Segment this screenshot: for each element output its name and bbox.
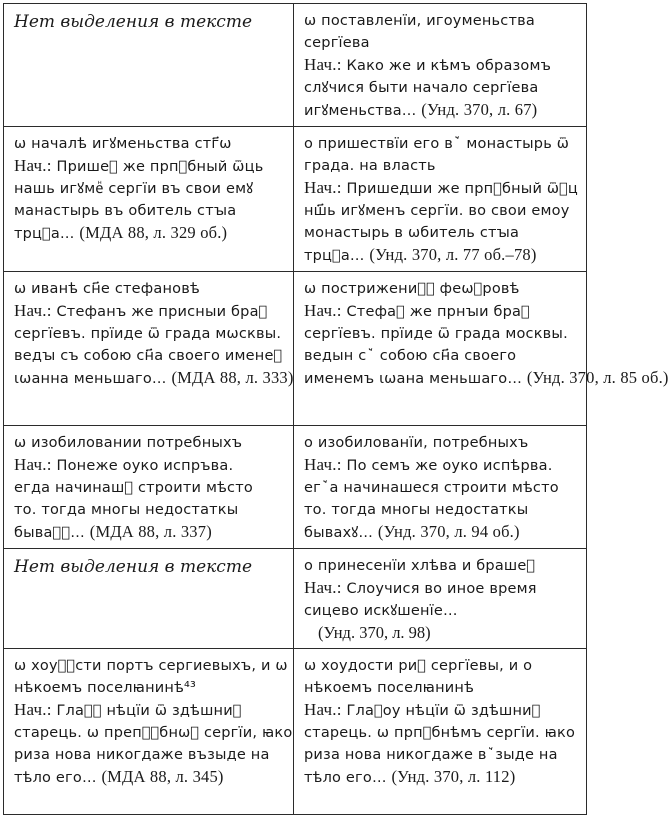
incipit-line (304, 54, 578, 77)
right-column-cell (294, 649, 587, 815)
incipit-line (14, 323, 285, 345)
incipit-text: Слоучися во иное время (346, 581, 537, 597)
incipit-line (14, 766, 285, 789)
incipit-label: Нач.: (304, 455, 342, 474)
comparison-table (3, 3, 669, 815)
incipit-line (304, 345, 578, 367)
section-heading: о изобилованїи, потребныхъ (304, 435, 529, 451)
incipit-label: Нач.: (14, 455, 52, 474)
manuscript-reference: (Унд. 370, л. 77 об.–78) (369, 245, 537, 264)
incipit-line (14, 722, 293, 744)
incipit-label: Нач.: (304, 55, 342, 74)
incipit-line (304, 499, 578, 521)
manuscript-reference: (Унд. 370, л. 94 об.) (377, 522, 520, 541)
right-column-cell (294, 127, 587, 272)
section-heading: ѡ изобиловании потребныхъ (14, 435, 243, 451)
incipit-line (304, 177, 578, 200)
incipit-line (304, 77, 578, 99)
section-heading: ѡ пострижениⷪⷣ феѡⷣровѣ (304, 281, 520, 297)
incipit-line (304, 222, 578, 244)
incipit-label: Нач.: (304, 301, 342, 320)
incipit-text: нашь игꙋмеⷩ сергїи въ свои емꙋ (14, 181, 254, 197)
table-row (4, 272, 587, 426)
incipit-line (14, 699, 285, 722)
incipit-text: сергїевъ. прїиде ѿ града мѡсквы. (14, 326, 282, 342)
manuscript-reference: (Унд. 370, л. 85 об.) (526, 368, 669, 387)
section-heading: града. на власть (304, 158, 436, 174)
no-highlight-note: Нет выделения в тексте (14, 12, 253, 32)
incipit-line (14, 521, 285, 544)
incipit-line (304, 577, 578, 600)
incipit-text: трцⷪа… (14, 226, 75, 242)
incipit-label: Нач.: (14, 700, 52, 719)
right-column-cell (294, 426, 587, 549)
manuscript-reference: (МДА 88, л. 337) (89, 522, 212, 541)
left-column-cell (4, 649, 294, 815)
manuscript-reference: (МДА 88, л. 345) (101, 767, 224, 786)
incipit-text: риза нова никогдаже възыде на (14, 747, 270, 763)
incipit-line (304, 699, 578, 722)
right-column-cell (294, 4, 587, 127)
incipit-text: Како же и кѣмъ образомъ (346, 58, 552, 74)
table-body (4, 4, 669, 815)
incipit-label: Нач.: (14, 156, 52, 175)
incipit-text: манастырь въ обитель стꙑа (14, 203, 237, 219)
manuscript-reference: (Унд. 370, л. 112) (391, 767, 516, 786)
left-column-cell (4, 549, 294, 649)
section-heading: ѡ хоуⷣⷪсти портъ сергиевыхъ, и ѡ (14, 658, 288, 674)
section-heading: нѣкоемъ поселꙗнинѣ⁴³ (14, 680, 197, 696)
incipit-text: бывахꙋ… (304, 525, 374, 541)
incipit-text: бываⷯꙋ… (14, 525, 85, 541)
incipit-text: егда начинашⷷ строити мѣсто (14, 480, 253, 496)
incipit-text: ιωанна меньшаго… (14, 371, 167, 387)
incipit-text: нш҃ь игꙋменъ сергїи. во свои емоу (304, 203, 570, 219)
incipit-line (304, 99, 578, 122)
right-column-cell (294, 549, 587, 649)
incipit-text: Пришеⷣ же прпⷣбный ѿць (56, 159, 264, 175)
incipit-text: ведын сꙿ собою сн҃а своего (304, 348, 517, 364)
table-row (4, 4, 587, 127)
incipit-line (14, 222, 285, 245)
incipit-line (14, 300, 285, 323)
incipit-text: именемъ ιωана меньшаго… (304, 371, 523, 387)
incipit-text: трцⷪа… (304, 248, 365, 264)
section-heading: ѡ хоудости риⷥ сергїевы, и о (304, 658, 533, 674)
incipit-text: Пришедши же прпⷣбный ѿⷮц (346, 181, 579, 197)
incipit-line (304, 521, 578, 544)
incipit-text: Глаⷯꙋ нѣцїи ѿ здѣшниⷯ (56, 703, 242, 719)
incipit-text: сицево искꙋшенїе… (304, 603, 458, 619)
incipit-text: старець. ѡ препⷣⷪбнѡⷨ сергїи, ꙗко (14, 725, 293, 741)
incipit-line (304, 744, 578, 766)
incipit-line (304, 200, 578, 222)
manuscript-reference: (МДА 88, л. 329 об.) (79, 223, 228, 242)
section-heading: сергїева (304, 35, 370, 51)
manuscript-reference: (Унд. 370, л. 98) (318, 623, 431, 642)
manuscript-reference: (МДА 88, л. 333) (171, 368, 294, 387)
section-heading: о пришествїи его вꙿ монастырь ѿ (304, 136, 570, 152)
table-row (4, 649, 587, 815)
incipit-text: старець. ѡ прпⷣбнѣмъ сергїи. ꙗко (304, 725, 576, 741)
incipit-text: тѣло его… (14, 770, 97, 786)
incipit-text: тѣло его… (304, 770, 387, 786)
incipit-label: Нач.: (304, 178, 342, 197)
incipit-line (14, 155, 285, 178)
incipit-text: риза нова никогдаже вꙿзыде на (304, 747, 558, 763)
incipit-line (304, 454, 578, 477)
incipit-text: По семъ же оуко испѣрва. (346, 458, 553, 474)
incipit-text: Стефаⷩ же прнꙑи браⷮ (346, 304, 530, 320)
incipit-line (14, 200, 285, 222)
incipit-label: Нач.: (304, 700, 342, 719)
incipit-label: Нач.: (14, 301, 52, 320)
incipit-text: Стефанъ же присныи браⷮ (56, 304, 268, 320)
incipit-line (304, 600, 578, 622)
incipit-line (304, 367, 669, 390)
incipit-text: монастырь в ѡбитель стꙑа (304, 225, 520, 241)
left-column-cell (4, 426, 294, 549)
table-row (4, 426, 587, 549)
right-column-cell (294, 272, 669, 426)
incipit-text: сергїевъ. прїиде ѿ града москвы. (304, 326, 568, 342)
incipit-line (304, 477, 578, 499)
incipit-line (14, 345, 285, 367)
section-heading: ѡ началѣ игꙋменьства стг҃ѡ (14, 136, 232, 152)
left-column-cell (4, 4, 294, 127)
incipit-label: Нач.: (304, 578, 342, 597)
incipit-line (304, 323, 578, 345)
no-highlight-note: Нет выделения в тексте (14, 557, 253, 577)
incipit-line (304, 766, 578, 789)
left-column-cell (4, 127, 294, 272)
incipit-line (14, 178, 285, 200)
incipit-line (14, 454, 285, 477)
incipit-line (14, 744, 285, 766)
incipit-line (14, 367, 294, 390)
incipit-line (304, 722, 578, 744)
incipit-line (14, 499, 285, 521)
incipit-text: ведꙑ съ собою сн҃а своего именеⷨ (14, 348, 283, 364)
incipit-line (304, 300, 578, 323)
incipit-text: Глаⷯоу нѣцїи ѿ здѣшниⷯ (346, 703, 541, 719)
section-heading: ѡ поставленїи, игоуменьства (304, 13, 535, 29)
table-row (4, 127, 587, 272)
section-heading: ѡ иванѣ сн҃е стефановѣ (14, 281, 200, 297)
section-heading: о принесенїи хлѣва и брашеⷩ (304, 558, 536, 574)
incipit-text: Понеже оуко испръва. (56, 458, 234, 474)
incipit-line (304, 244, 578, 267)
incipit-line (14, 477, 285, 499)
incipit-text: егꙿа начинашеся строити мѣсто (304, 480, 559, 496)
incipit-text: игꙋменьства… (304, 103, 417, 119)
manuscript-reference: (Унд. 370, л. 67) (421, 100, 538, 119)
table-row (4, 549, 587, 649)
incipit-text: то. тогда многы недостаткы (304, 502, 529, 518)
incipit-text: то. тогда многы недостаткы (14, 502, 239, 518)
incipit-text: слꙋчися быти начало сергїева (304, 80, 539, 96)
section-heading: нѣкоемъ поселꙗнинѣ (304, 680, 475, 696)
left-column-cell (4, 272, 294, 426)
